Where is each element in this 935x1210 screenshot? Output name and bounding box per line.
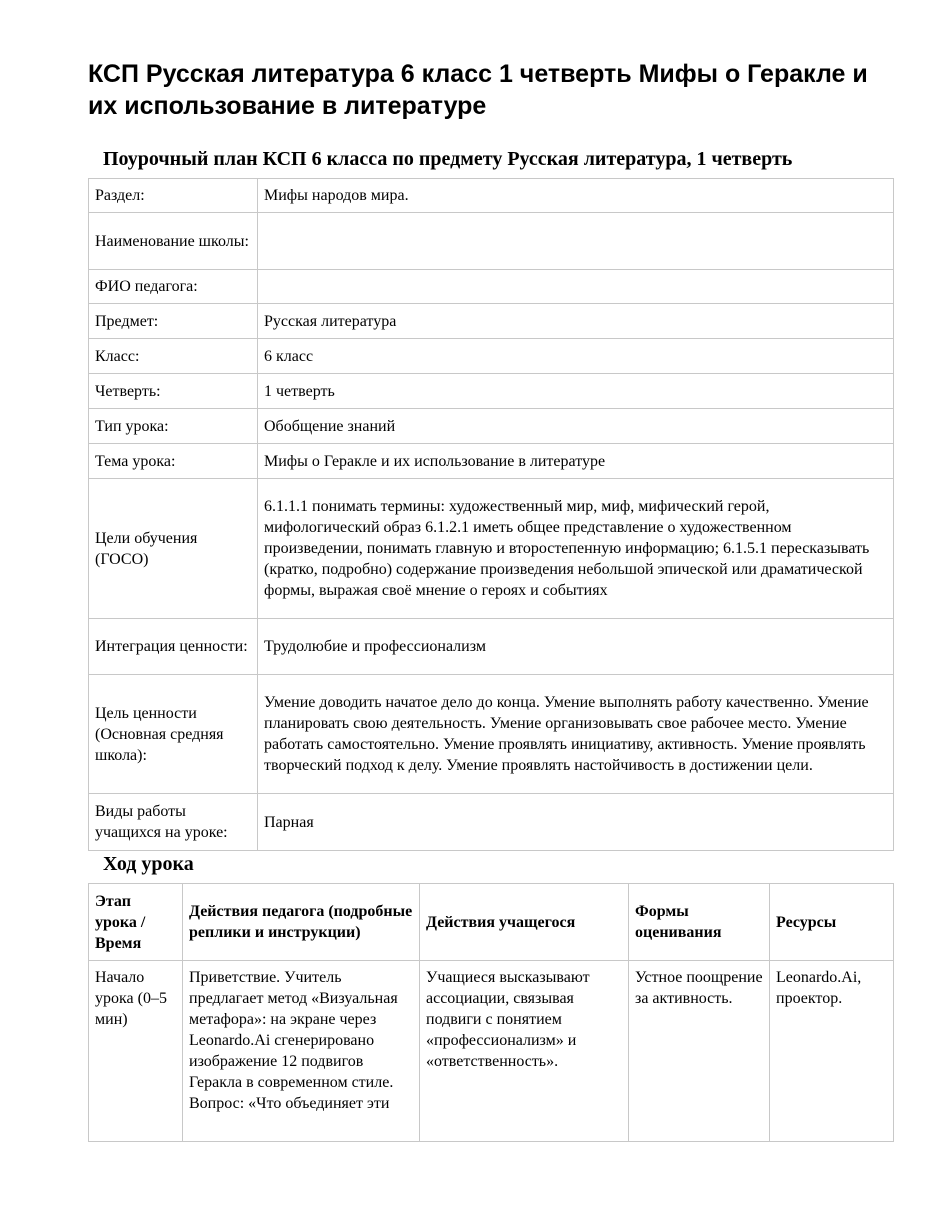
info-row-learning-goals bbox=[89, 479, 894, 619]
info-value: 1 четверть bbox=[258, 374, 894, 409]
info-value: Русская литература bbox=[258, 304, 894, 339]
info-row-quarter bbox=[89, 374, 894, 409]
info-row-section bbox=[89, 179, 894, 213]
plan-heading: Поурочный план КСП 6 класса по предмету Русская литература, 1 четверть bbox=[103, 148, 793, 170]
lesson-progress-heading: Ход урока bbox=[103, 853, 194, 875]
info-label: Четверть: bbox=[89, 374, 258, 409]
lesson-row bbox=[89, 961, 894, 1142]
lesson-progress-table bbox=[88, 883, 894, 1142]
info-label: Раздел: bbox=[89, 179, 258, 213]
info-label: Предмет: bbox=[89, 304, 258, 339]
info-label: Виды работы учащихся на уроке: bbox=[89, 794, 258, 851]
info-row-value-integration bbox=[89, 619, 894, 675]
lesson-teacher-text: Приветствие. Учитель предлагает метод «Визуальная метафора»: на экране через Leonardo.Ai сгенерировано изображение 12 подвигов Геракла в современном стиле. Вопрос: «Что объединяет эти bbox=[189, 969, 398, 1112]
info-label: Класс: bbox=[89, 339, 258, 374]
lesson-resources-cell bbox=[770, 961, 894, 1142]
info-row-teacher bbox=[89, 270, 894, 304]
info-value: Обобщение знаний bbox=[258, 409, 894, 444]
lesson-assessment-cell bbox=[629, 961, 770, 1142]
info-label: ФИО педагога: bbox=[89, 270, 258, 304]
column-header-student-actions: Действия учащегося bbox=[420, 884, 629, 961]
info-value: 6.1.1.1 понимать термины: художественный мир, миф, мифический герой, мифологический образ 6.1.2.1 иметь общее представление о художественном произведении, понимать главную и второстепенную информацию; 6.1.5.1 пересказывать (кратко, подробно) содержание произведения небольшой эпической или драматической формы, выражая своё мнение о героях и событиях bbox=[258, 479, 894, 619]
column-header-assessment: Формы оценивания bbox=[629, 884, 770, 961]
info-row-school bbox=[89, 213, 894, 270]
document-page bbox=[88, 58, 893, 1142]
info-row-value-goal bbox=[89, 675, 894, 794]
info-value: Мифы о Геракле и их использование в литературе bbox=[258, 444, 894, 479]
info-label: Цели обучения (ГОСО) bbox=[89, 479, 258, 619]
info-row-subject bbox=[89, 304, 894, 339]
info-row-lesson-type bbox=[89, 409, 894, 444]
info-row-grade bbox=[89, 339, 894, 374]
lesson-student-text: Учащиеся высказывают ассоциации, связывая подвиги с понятием «профессионализм» и «ответственность». bbox=[426, 969, 590, 1070]
info-value bbox=[258, 270, 894, 304]
column-header-resources: Ресурсы bbox=[770, 884, 894, 961]
info-value: Умение доводить начатое дело до конца. Умение выполнять работу качественно. Умение планировать свою деятельность. Умение организовывать свое рабочее место. Умение работать самостоятельно. Умение проявлять инициативу, активность. Умение проявлять творческий подход к делу. Умение проявлять настойчивость в достижении цели. bbox=[258, 675, 894, 794]
info-value: Трудолюбие и профессионализм bbox=[258, 619, 894, 675]
info-label: Тип урока: bbox=[89, 409, 258, 444]
column-header-stage: Этап урока / Время bbox=[89, 884, 183, 961]
lesson-student-cell bbox=[420, 961, 629, 1142]
info-row-work-types bbox=[89, 794, 894, 851]
column-header-teacher-actions: Действия педагога (подробные реплики и инструкции) bbox=[183, 884, 420, 961]
info-row-topic bbox=[89, 444, 894, 479]
lesson-info-table bbox=[88, 178, 894, 851]
info-value bbox=[258, 213, 894, 270]
info-value: Парная bbox=[258, 794, 894, 851]
info-value: 6 класс bbox=[258, 339, 894, 374]
lesson-assessment-text: Устное поощрение за активность. bbox=[635, 969, 763, 1007]
lesson-resources-text: Leonardo.Ai, проектор. bbox=[776, 969, 862, 1007]
lesson-header-row bbox=[89, 884, 894, 961]
document-title: КСП Русская литература 6 класс 1 четверть Мифы о Геракле и их использование в литературе bbox=[88, 60, 868, 120]
info-label: Тема урока: bbox=[89, 444, 258, 479]
info-label: Цель ценности (Основная средняя школа): bbox=[89, 675, 258, 794]
lesson-teacher-cell bbox=[183, 961, 420, 1142]
info-label: Наименование школы: bbox=[89, 213, 258, 270]
lesson-stage-cell bbox=[89, 961, 183, 1142]
info-label: Интеграция ценности: bbox=[89, 619, 258, 675]
lesson-stage-text: Начало урока (0–5 мин) bbox=[95, 969, 167, 1028]
info-value: Мифы народов мира. bbox=[258, 179, 894, 213]
